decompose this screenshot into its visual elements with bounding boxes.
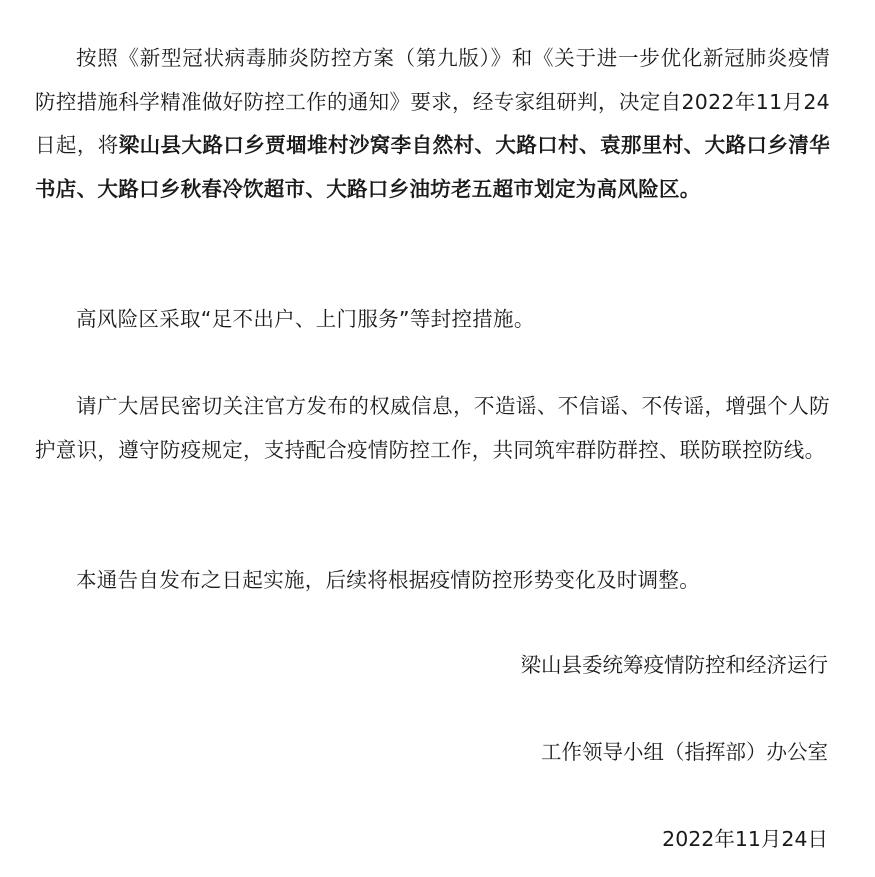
paragraph-decision bbox=[35, 37, 830, 211]
paragraph-measures: 高风险区采取“足不出户、上门服务”等封控措施。 bbox=[76, 307, 535, 331]
signature-date: 2022年11月24日 bbox=[662, 827, 828, 851]
signature-org-line2: 工作领导小组（指挥部）办公室 bbox=[541, 740, 828, 764]
decision-intro-text: 按照《新型冠状病毒肺炎防控方案（第九版）》和《关于进一步优化新冠肺炎疫情防控措施科学精准做好防控工作的通知》要求，经专家组研判，决定自2022年11月24日起，将 bbox=[35, 46, 830, 157]
paragraph-appeal: 请广大居民密切关注官方发布的权威信息，不造谣、不信谣、不传谣，增强个人防护意识，遵守防疫规定，支持配合疫情防控工作，共同筑牢群防群控、联防联控防线。 bbox=[35, 394, 830, 462]
signature-org-line1: 梁山县委统筹疫情防控和经济运行 bbox=[520, 653, 828, 677]
high-risk-areas-text: 梁山县大路口乡贾堌堆村沙窝李自然村、大路口村、袁那里村、大路口乡清华书店、大路口乡秋春冷饮超市、大路口乡油坊老五超市划定为高风险区。 bbox=[35, 133, 830, 201]
paragraph-effective: 本通告自发布之日起实施，后续将根据疫情防控形势变化及时调整。 bbox=[76, 568, 700, 592]
